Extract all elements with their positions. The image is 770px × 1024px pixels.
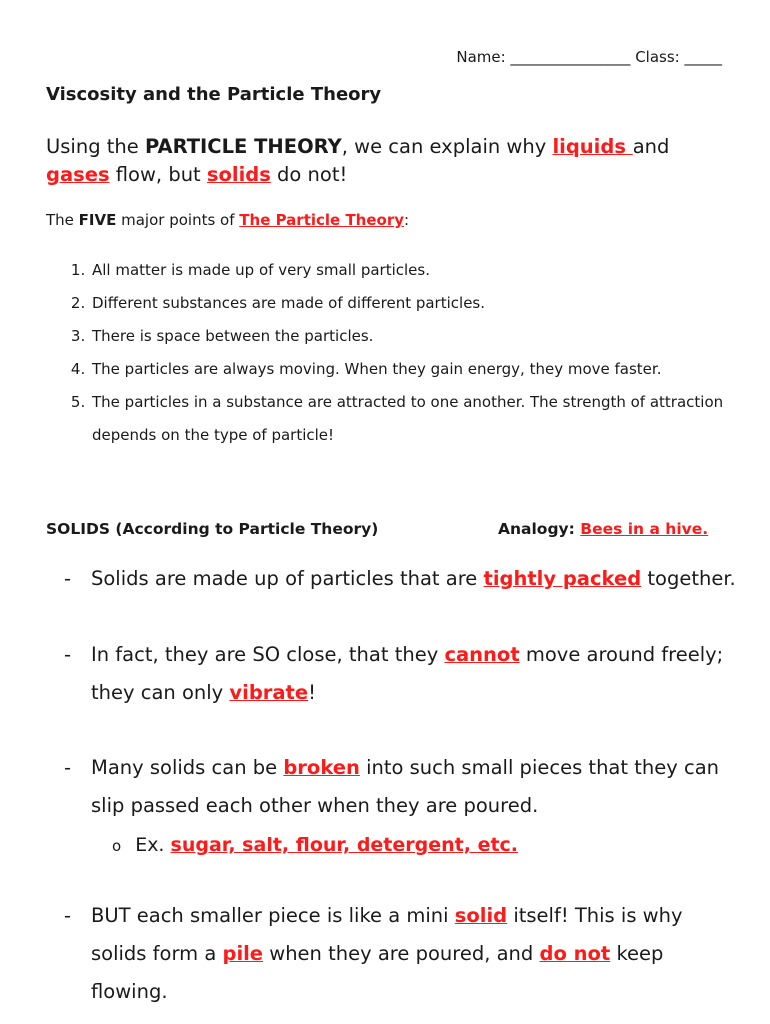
bullet-text: Many solids can be [91, 756, 284, 779]
keyword-solids: solids [206, 163, 271, 186]
keyword-cannot: cannot [444, 643, 520, 666]
bullet-text: itself! This is why solids form a [91, 904, 683, 965]
list-item: 1. All matter is made up of very small particles. [90, 254, 770, 287]
keyword-pile: pile [222, 942, 264, 965]
bullet-dash: - [64, 904, 72, 927]
bullet-broken [64, 749, 744, 825]
solids-section-heading: SOLIDS (According to Particle Theory) [46, 520, 379, 538]
particle-theory-term: PARTICLE THEORY [145, 135, 342, 158]
bullet-text: ! [308, 681, 316, 704]
bullet-tightly-packed [64, 560, 744, 598]
keyword-examples: sugar, salt, flour, detergent, etc. [170, 834, 519, 856]
name-class-line: Name: ________________ Class: _____ [456, 48, 722, 66]
analogy [498, 520, 708, 538]
keyword-analogy: Bees in a hive. [580, 520, 709, 538]
list-item: 2. Different substances are made of different particles. [90, 287, 770, 320]
bullet-text: keep flowing. [91, 942, 664, 1003]
intro-text: Using the [46, 135, 145, 158]
sub-bullet-marker: o [112, 837, 122, 855]
heading-text: major points of [116, 211, 240, 229]
keyword-particle-theory: The Particle Theory [239, 211, 405, 229]
page-title: Viscosity and the Particle Theory [46, 84, 382, 105]
bullet-text: into such small pieces that they can slip passed each other when they are poured. [91, 756, 719, 817]
bullet-cannot-move [64, 636, 744, 712]
list-item: 4. The particles are always moving. When they gain energy, they move faster. [90, 353, 770, 386]
keyword-solid: solid [454, 904, 508, 927]
bullet-text: BUT each smaller piece is like a mini [91, 904, 455, 927]
keyword-vibrate: vibrate [229, 681, 309, 704]
bullet-dash: - [64, 756, 72, 779]
bullet-dash: - [64, 643, 72, 666]
keyword-liquids: liquids [552, 135, 633, 158]
bullet-text: Solids are made up of particles that are [91, 567, 484, 590]
particle-theory-points-list [46, 254, 770, 452]
sub-bullet-text: Ex. [135, 834, 171, 856]
bullet-text: when they are poured, and [263, 942, 540, 965]
keyword-broken: broken [283, 756, 360, 779]
keyword-tightly-packed: tightly packed [483, 567, 642, 590]
intro-paragraph [46, 133, 736, 189]
sub-bullet-examples [112, 830, 518, 861]
intro-text: do not! [270, 163, 348, 186]
five-term: FIVE [78, 211, 117, 229]
intro-text: flow, but [109, 163, 207, 186]
list-item: 3. There is space between the particles. [90, 320, 770, 353]
bullet-text: together. [641, 567, 736, 590]
intro-text: and [632, 135, 670, 158]
heading-text: The [46, 211, 79, 229]
bullet-dash: - [64, 567, 72, 590]
bullet-text: In fact, they are SO close, that they [91, 643, 445, 666]
keyword-gases: gases [46, 163, 110, 186]
bullet-text: move around freely; they can only [91, 643, 724, 704]
keyword-do-not: do not [539, 942, 611, 965]
analogy-label: Analogy: [498, 520, 581, 538]
bullet-mini-solid [64, 897, 744, 1011]
intro-text: , we can explain why [341, 135, 553, 158]
heading-text: : [404, 211, 410, 229]
list-item: 5. The particles in a substance are attracted to one another. The strength of attraction depends on the type of particle! [90, 386, 770, 452]
five-points-heading [46, 211, 409, 229]
